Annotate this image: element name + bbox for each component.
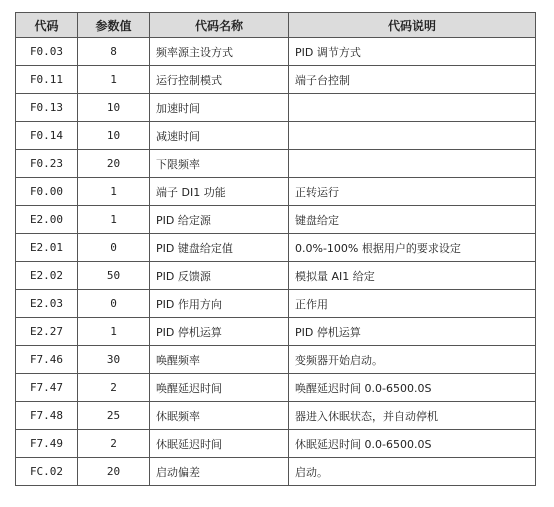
table-row bbox=[16, 458, 536, 486]
parameter-table bbox=[15, 12, 536, 486]
cell-value: 50 bbox=[78, 262, 150, 290]
cell-description: 启动。 bbox=[289, 458, 536, 486]
cell-code: F0.23 bbox=[16, 150, 78, 178]
cell-description: 器进入休眠状态，并自动停机 bbox=[289, 402, 536, 430]
table-row bbox=[16, 318, 536, 346]
cell-name: PID 给定源 bbox=[150, 206, 289, 234]
cell-code: E2.03 bbox=[16, 290, 78, 318]
cell-description bbox=[289, 122, 536, 150]
cell-code: E2.01 bbox=[16, 234, 78, 262]
cell-description: 0.0%-100% 根据用户的要求设定 bbox=[289, 234, 536, 262]
header-name: 代码名称 bbox=[150, 13, 289, 38]
cell-code: F7.49 bbox=[16, 430, 78, 458]
cell-name: 减速时间 bbox=[150, 122, 289, 150]
header-row bbox=[16, 13, 536, 38]
cell-value: 0 bbox=[78, 234, 150, 262]
cell-value: 30 bbox=[78, 346, 150, 374]
cell-name: 端子 DI1 功能 bbox=[150, 178, 289, 206]
table-body bbox=[16, 38, 536, 486]
cell-value: 2 bbox=[78, 374, 150, 402]
cell-description bbox=[289, 150, 536, 178]
cell-value: 10 bbox=[78, 122, 150, 150]
cell-name: 启动偏差 bbox=[150, 458, 289, 486]
cell-code: F0.00 bbox=[16, 178, 78, 206]
cell-code: F0.03 bbox=[16, 38, 78, 66]
cell-value: 25 bbox=[78, 402, 150, 430]
cell-description: 休眠延迟时间 0.0-6500.0S bbox=[289, 430, 536, 458]
cell-value: 1 bbox=[78, 206, 150, 234]
cell-description: 端子台控制 bbox=[289, 66, 536, 94]
cell-name: PID 停机运算 bbox=[150, 318, 289, 346]
table-row bbox=[16, 430, 536, 458]
cell-value: 8 bbox=[78, 38, 150, 66]
cell-name: PID 键盘给定值 bbox=[150, 234, 289, 262]
cell-value: 20 bbox=[78, 458, 150, 486]
table-row bbox=[16, 262, 536, 290]
cell-name: 唤醒频率 bbox=[150, 346, 289, 374]
cell-name: PID 反馈源 bbox=[150, 262, 289, 290]
cell-value: 10 bbox=[78, 94, 150, 122]
cell-value: 20 bbox=[78, 150, 150, 178]
cell-description: 变频器开始启动。 bbox=[289, 346, 536, 374]
table-row bbox=[16, 178, 536, 206]
cell-description: 唤醒延迟时间 0.0-6500.0S bbox=[289, 374, 536, 402]
cell-name: 频率源主设方式 bbox=[150, 38, 289, 66]
cell-name: 运行控制模式 bbox=[150, 66, 289, 94]
cell-description bbox=[289, 94, 536, 122]
table-row bbox=[16, 66, 536, 94]
table-row bbox=[16, 346, 536, 374]
table-row bbox=[16, 290, 536, 318]
cell-value: 2 bbox=[78, 430, 150, 458]
cell-description: PID 停机运算 bbox=[289, 318, 536, 346]
cell-description: 键盘给定 bbox=[289, 206, 536, 234]
cell-name: 休眠频率 bbox=[150, 402, 289, 430]
cell-description: 模拟量 AI1 给定 bbox=[289, 262, 536, 290]
cell-code: F0.14 bbox=[16, 122, 78, 150]
cell-code: F7.47 bbox=[16, 374, 78, 402]
cell-name: 下限频率 bbox=[150, 150, 289, 178]
cell-code: FC.02 bbox=[16, 458, 78, 486]
cell-description: 正作用 bbox=[289, 290, 536, 318]
cell-code: E2.02 bbox=[16, 262, 78, 290]
table-row bbox=[16, 38, 536, 66]
table-row bbox=[16, 122, 536, 150]
cell-description: 正转运行 bbox=[289, 178, 536, 206]
cell-code: F0.11 bbox=[16, 66, 78, 94]
table-row bbox=[16, 374, 536, 402]
table-row bbox=[16, 94, 536, 122]
cell-code: F7.46 bbox=[16, 346, 78, 374]
table-row bbox=[16, 234, 536, 262]
table-header bbox=[16, 13, 536, 38]
cell-code: F7.48 bbox=[16, 402, 78, 430]
header-code: 代码 bbox=[16, 13, 78, 38]
cell-name: PID 作用方向 bbox=[150, 290, 289, 318]
cell-code: E2.00 bbox=[16, 206, 78, 234]
table-row bbox=[16, 402, 536, 430]
cell-name: 唤醒延迟时间 bbox=[150, 374, 289, 402]
cell-value: 1 bbox=[78, 178, 150, 206]
header-value: 参数值 bbox=[78, 13, 150, 38]
cell-code: F0.13 bbox=[16, 94, 78, 122]
cell-name: 加速时间 bbox=[150, 94, 289, 122]
table-row bbox=[16, 150, 536, 178]
cell-code: E2.27 bbox=[16, 318, 78, 346]
cell-description: PID 调节方式 bbox=[289, 38, 536, 66]
table-row bbox=[16, 206, 536, 234]
cell-name: 休眠延迟时间 bbox=[150, 430, 289, 458]
cell-value: 0 bbox=[78, 290, 150, 318]
cell-value: 1 bbox=[78, 318, 150, 346]
cell-value: 1 bbox=[78, 66, 150, 94]
header-description: 代码说明 bbox=[289, 13, 536, 38]
